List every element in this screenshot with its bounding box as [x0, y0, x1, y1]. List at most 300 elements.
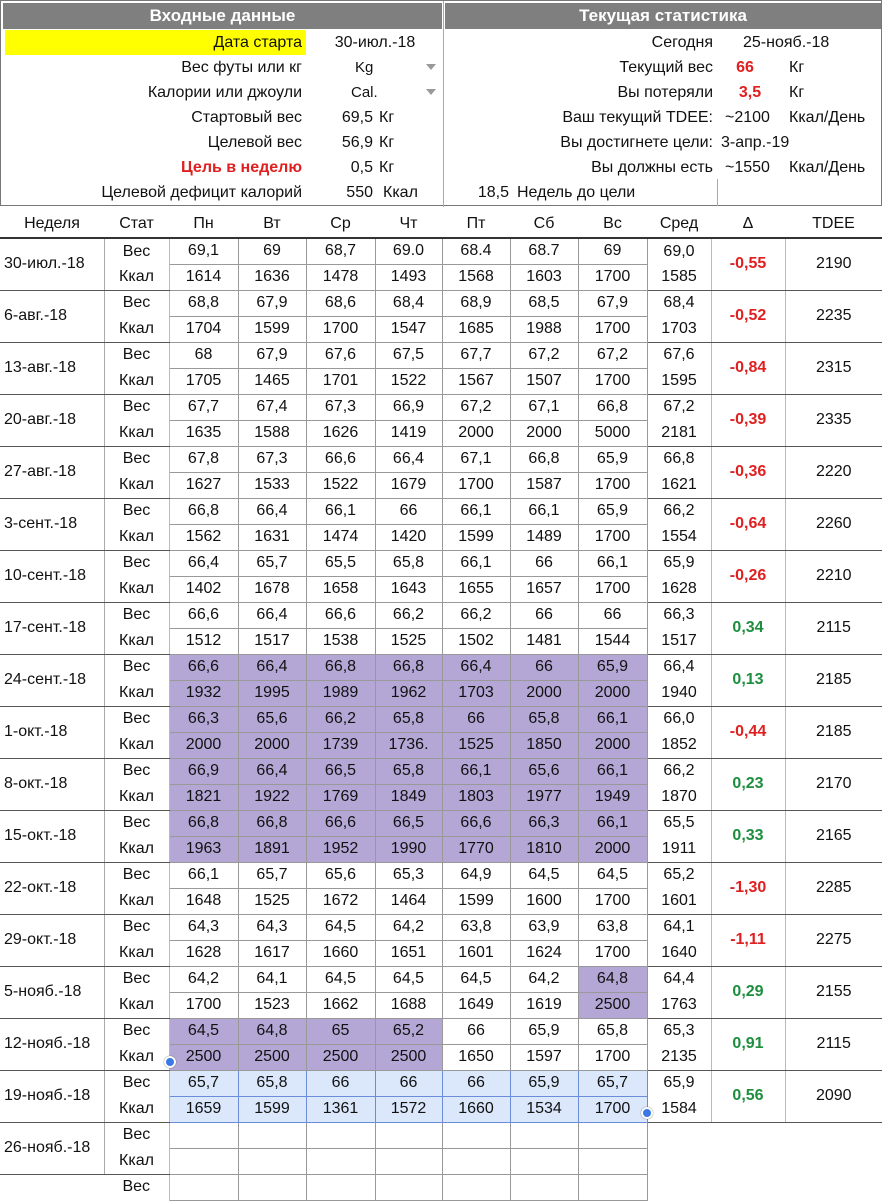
kcal-cell[interactable]: 1700: [578, 940, 647, 966]
weight-cell[interactable]: 68,6: [306, 290, 375, 316]
weight-cell[interactable]: 66,8: [306, 654, 375, 680]
kcal-cell[interactable]: 1599: [238, 316, 306, 342]
kcal-cell[interactable]: 1512: [169, 628, 238, 654]
weight-cell[interactable]: 67,1: [442, 446, 510, 472]
kcal-cell[interactable]: 1769: [306, 784, 375, 810]
kcal-cell[interactable]: 1626: [306, 420, 375, 446]
weight-cell[interactable]: 66: [510, 550, 578, 576]
weight-cell[interactable]: [238, 1174, 306, 1200]
weight-cell[interactable]: 66,9: [375, 394, 442, 420]
weight-cell[interactable]: 67,9: [238, 290, 306, 316]
weight-cell[interactable]: [375, 1174, 442, 1200]
kcal-cell[interactable]: 1678: [238, 576, 306, 602]
kcal-cell[interactable]: 2000: [578, 732, 647, 758]
kcal-cell[interactable]: 2500: [306, 1044, 375, 1070]
week-date-cell[interactable]: 24-сент.-18: [0, 654, 104, 706]
weight-cell[interactable]: 66,4: [238, 758, 306, 784]
kcal-cell[interactable]: 1601: [442, 940, 510, 966]
weight-cell[interactable]: 65,7: [238, 862, 306, 888]
kcal-cell[interactable]: 1660: [442, 1096, 510, 1122]
kcal-cell[interactable]: 1700: [578, 316, 647, 342]
weight-cell[interactable]: 66,1: [578, 550, 647, 576]
weight-cell[interactable]: [510, 1122, 578, 1148]
weight-cell[interactable]: 66,1: [578, 810, 647, 836]
kcal-cell[interactable]: 1949: [578, 784, 647, 810]
kcal-cell[interactable]: 1850: [510, 732, 578, 758]
kcal-cell[interactable]: 1952: [306, 836, 375, 862]
kcal-cell[interactable]: 1517: [238, 628, 306, 654]
kcal-cell[interactable]: 1502: [442, 628, 510, 654]
column-header[interactable]: TDEE: [785, 211, 882, 238]
kcal-cell[interactable]: 1619: [510, 992, 578, 1018]
selection-handle-top-left[interactable]: [164, 1056, 176, 1068]
kcal-cell[interactable]: 1402: [169, 576, 238, 602]
kcal-cell[interactable]: 1562: [169, 524, 238, 550]
weight-cell[interactable]: 69,1: [169, 238, 238, 264]
weight-cell[interactable]: [510, 1174, 578, 1200]
weight-cell[interactable]: 66,4: [375, 446, 442, 472]
kcal-cell[interactable]: 1688: [375, 992, 442, 1018]
kcal-cell[interactable]: 1631: [238, 524, 306, 550]
weight-cell[interactable]: 67,3: [306, 394, 375, 420]
kcal-cell[interactable]: 1624: [510, 940, 578, 966]
kcal-cell[interactable]: 1474: [306, 524, 375, 550]
kcal-cell[interactable]: 2000: [578, 836, 647, 862]
weight-cell[interactable]: 64,8: [578, 966, 647, 992]
kcal-cell[interactable]: 1522: [306, 472, 375, 498]
kcal-cell[interactable]: 1701: [306, 368, 375, 394]
weight-cell[interactable]: [375, 1122, 442, 1148]
kcal-cell[interactable]: 1932: [169, 680, 238, 706]
kcal-cell[interactable]: 1651: [375, 940, 442, 966]
kcal-cell[interactable]: 1700: [578, 888, 647, 914]
column-header[interactable]: Вс: [578, 211, 647, 238]
kcal-cell[interactable]: [578, 1148, 647, 1174]
weight-cell[interactable]: 66,9: [169, 758, 238, 784]
weight-cell[interactable]: 65,8: [375, 706, 442, 732]
week-date-cell[interactable]: 3-сент.-18: [0, 498, 104, 550]
kcal-cell[interactable]: 1700: [578, 1044, 647, 1070]
kcal-cell[interactable]: 1995: [238, 680, 306, 706]
weight-cell[interactable]: 65,9: [510, 1018, 578, 1044]
column-header[interactable]: Вт: [238, 211, 306, 238]
weight-cell[interactable]: 65,8: [238, 1070, 306, 1096]
selection-handle-bottom-right[interactable]: [641, 1107, 653, 1119]
weight-cell[interactable]: 66,5: [375, 810, 442, 836]
kcal-cell[interactable]: 1599: [442, 888, 510, 914]
kcal-cell[interactable]: 1522: [375, 368, 442, 394]
chevron-down-icon[interactable]: [426, 64, 436, 70]
kcal-cell[interactable]: 1567: [442, 368, 510, 394]
weight-cell[interactable]: 67,8: [169, 446, 238, 472]
weight-cell[interactable]: 66,1: [510, 498, 578, 524]
kcal-cell[interactable]: 1989: [306, 680, 375, 706]
weight-cell[interactable]: 67,6: [306, 342, 375, 368]
kcal-cell[interactable]: 1533: [238, 472, 306, 498]
weight-cell[interactable]: 67,2: [442, 394, 510, 420]
weight-cell[interactable]: 64,2: [375, 914, 442, 940]
kcal-cell[interactable]: 1649: [442, 992, 510, 1018]
kcal-cell[interactable]: 2500: [578, 992, 647, 1018]
start-weight-value[interactable]: 69,5: [341, 109, 373, 126]
weight-cell[interactable]: 64,3: [169, 914, 238, 940]
kcal-cell[interactable]: 1810: [510, 836, 578, 862]
weight-cell[interactable]: 66,3: [510, 810, 578, 836]
week-date-cell[interactable]: 12-нояб.-18: [0, 1018, 104, 1070]
kcal-cell[interactable]: 1572: [375, 1096, 442, 1122]
weight-cell[interactable]: 68,7: [306, 238, 375, 264]
kcal-cell[interactable]: 1525: [442, 732, 510, 758]
column-header[interactable]: Пт: [442, 211, 510, 238]
weight-cell[interactable]: 66,3: [169, 706, 238, 732]
weight-cell[interactable]: 66,8: [375, 654, 442, 680]
weight-cell[interactable]: 67,2: [510, 342, 578, 368]
kcal-cell[interactable]: 1525: [238, 888, 306, 914]
kcal-cell[interactable]: 2000: [510, 680, 578, 706]
weight-cell[interactable]: 65,8: [375, 758, 442, 784]
weight-cell[interactable]: 68,5: [510, 290, 578, 316]
week-date-cell[interactable]: 22-окт.-18: [0, 862, 104, 914]
column-header[interactable]: Чт: [375, 211, 442, 238]
weight-cell[interactable]: 68: [169, 342, 238, 368]
kcal-cell[interactable]: 1547: [375, 316, 442, 342]
weight-cell[interactable]: 64,8: [238, 1018, 306, 1044]
kcal-cell[interactable]: 2000: [169, 732, 238, 758]
kcal-cell[interactable]: 1617: [238, 940, 306, 966]
kcal-cell[interactable]: 1770: [442, 836, 510, 862]
kcal-cell[interactable]: 1685: [442, 316, 510, 342]
kcal-cell[interactable]: [306, 1148, 375, 1174]
weight-cell[interactable]: 66: [306, 1070, 375, 1096]
kcal-cell[interactable]: 1821: [169, 784, 238, 810]
weight-cell[interactable]: 64,9: [442, 862, 510, 888]
weight-cell[interactable]: [306, 1122, 375, 1148]
column-header[interactable]: Сред: [647, 211, 711, 238]
weight-cell[interactable]: [578, 1122, 647, 1148]
weight-cell[interactable]: 65,7: [169, 1070, 238, 1096]
weight-cell[interactable]: 66: [442, 1018, 510, 1044]
weight-cell[interactable]: 66,6: [169, 602, 238, 628]
weight-cell[interactable]: 66,4: [238, 654, 306, 680]
week-date-cell[interactable]: 5-нояб.-18: [0, 966, 104, 1018]
column-header[interactable]: Ср: [306, 211, 375, 238]
kcal-cell[interactable]: [442, 1148, 510, 1174]
kcal-cell[interactable]: 1614: [169, 264, 238, 290]
kcal-cell[interactable]: 1703: [442, 680, 510, 706]
kcal-cell[interactable]: 1700: [442, 472, 510, 498]
weight-cell[interactable]: 67,7: [442, 342, 510, 368]
kcal-cell[interactable]: 1525: [375, 628, 442, 654]
week-date-cell[interactable]: 20-авг.-18: [0, 394, 104, 446]
kcal-cell[interactable]: 5000: [578, 420, 647, 446]
weight-cell[interactable]: 63,9: [510, 914, 578, 940]
weight-cell[interactable]: 67,4: [238, 394, 306, 420]
weight-cell[interactable]: [442, 1122, 510, 1148]
kcal-cell[interactable]: 1700: [578, 264, 647, 290]
kcal-cell[interactable]: 1597: [510, 1044, 578, 1070]
kcal-cell[interactable]: 1700: [306, 316, 375, 342]
weight-cell[interactable]: 68,9: [442, 290, 510, 316]
week-date-cell[interactable]: 6-авг.-18: [0, 290, 104, 342]
week-date-cell[interactable]: 8-окт.-18: [0, 758, 104, 810]
weight-cell[interactable]: [578, 1174, 647, 1200]
weekly-goal-value[interactable]: 0,5: [350, 159, 373, 176]
weight-unit-select[interactable]: Kg: [355, 59, 374, 76]
kcal-cell[interactable]: 1568: [442, 264, 510, 290]
weight-cell[interactable]: 65,7: [578, 1070, 647, 1096]
week-date-cell[interactable]: 30-июл.-18: [0, 238, 104, 290]
kcal-cell[interactable]: 1635: [169, 420, 238, 446]
weight-cell[interactable]: 66,4: [442, 654, 510, 680]
kcal-cell[interactable]: 2000: [442, 420, 510, 446]
weight-cell[interactable]: 65,2: [375, 1018, 442, 1044]
kcal-cell[interactable]: 1481: [510, 628, 578, 654]
column-header[interactable]: Сб: [510, 211, 578, 238]
weight-cell[interactable]: [169, 1122, 238, 1148]
kcal-cell[interactable]: 1419: [375, 420, 442, 446]
column-header[interactable]: Неделя: [0, 211, 104, 238]
weight-cell[interactable]: 66,6: [306, 810, 375, 836]
column-header[interactable]: Стат: [104, 211, 169, 238]
kcal-cell[interactable]: 1599: [238, 1096, 306, 1122]
kcal-cell[interactable]: 1588: [238, 420, 306, 446]
kcal-cell[interactable]: 1990: [375, 836, 442, 862]
kcal-cell[interactable]: 1544: [578, 628, 647, 654]
kcal-cell[interactable]: 1599: [442, 524, 510, 550]
weight-cell[interactable]: 63,8: [578, 914, 647, 940]
kcal-cell[interactable]: 1643: [375, 576, 442, 602]
weight-cell[interactable]: 66,2: [442, 602, 510, 628]
kcal-cell[interactable]: 1507: [510, 368, 578, 394]
weight-cell[interactable]: [442, 1174, 510, 1200]
kcal-cell[interactable]: 1705: [169, 368, 238, 394]
kcal-cell[interactable]: 1523: [238, 992, 306, 1018]
kcal-cell[interactable]: 1736.: [375, 732, 442, 758]
kcal-cell[interactable]: 1700: [578, 472, 647, 498]
weight-cell[interactable]: 66,2: [306, 706, 375, 732]
weight-cell[interactable]: 66,4: [238, 498, 306, 524]
weight-cell[interactable]: 69: [238, 238, 306, 264]
kcal-cell[interactable]: 1534: [510, 1096, 578, 1122]
weight-cell[interactable]: 67,9: [578, 290, 647, 316]
kcal-cell[interactable]: 2500: [169, 1044, 238, 1070]
weight-cell[interactable]: 69.0: [375, 238, 442, 264]
kcal-cell[interactable]: [510, 1148, 578, 1174]
weight-cell[interactable]: 66,1: [442, 498, 510, 524]
kcal-cell[interactable]: 1493: [375, 264, 442, 290]
kcal-cell[interactable]: 1587: [510, 472, 578, 498]
weight-cell[interactable]: 65,6: [510, 758, 578, 784]
weight-cell[interactable]: 66: [375, 498, 442, 524]
weight-cell[interactable]: 64,5: [306, 914, 375, 940]
column-header[interactable]: Δ: [711, 211, 785, 238]
weight-cell[interactable]: 65,8: [375, 550, 442, 576]
weight-cell[interactable]: 67,3: [238, 446, 306, 472]
weight-cell[interactable]: 65,8: [578, 1018, 647, 1044]
kcal-cell[interactable]: 1849: [375, 784, 442, 810]
kcal-cell[interactable]: 1700: [578, 368, 647, 394]
week-date-cell[interactable]: 17-сент.-18: [0, 602, 104, 654]
kcal-cell[interactable]: 1659: [169, 1096, 238, 1122]
weight-cell[interactable]: 66: [375, 1070, 442, 1096]
weight-cell[interactable]: 65,5: [306, 550, 375, 576]
weight-cell[interactable]: 67,2: [578, 342, 647, 368]
weight-cell[interactable]: 66: [578, 602, 647, 628]
weight-cell[interactable]: [306, 1174, 375, 1200]
kcal-cell[interactable]: 2000: [510, 420, 578, 446]
weight-cell[interactable]: 68.7: [510, 238, 578, 264]
kcal-cell[interactable]: 1977: [510, 784, 578, 810]
kcal-cell[interactable]: 2500: [375, 1044, 442, 1070]
kcal-cell[interactable]: 1489: [510, 524, 578, 550]
weight-cell[interactable]: 64,5: [510, 862, 578, 888]
target-weight-value[interactable]: 56,9: [341, 134, 373, 151]
weight-cell[interactable]: 64,5: [375, 966, 442, 992]
weight-cell[interactable]: 66: [442, 1070, 510, 1096]
kcal-cell[interactable]: 1650: [442, 1044, 510, 1070]
week-date-cell[interactable]: 29-окт.-18: [0, 914, 104, 966]
weight-cell[interactable]: 67,7: [169, 394, 238, 420]
kcal-cell[interactable]: 1600: [510, 888, 578, 914]
kcal-cell[interactable]: 1538: [306, 628, 375, 654]
weight-cell[interactable]: 66,1: [442, 550, 510, 576]
weight-cell[interactable]: 66,8: [238, 810, 306, 836]
weight-cell[interactable]: 67,1: [510, 394, 578, 420]
kcal-cell[interactable]: 2000: [578, 680, 647, 706]
kcal-cell[interactable]: 1660: [306, 940, 375, 966]
kcal-cell[interactable]: 1700: [169, 992, 238, 1018]
kcal-cell[interactable]: [169, 1148, 238, 1174]
kcal-cell[interactable]: 1478: [306, 264, 375, 290]
kcal-cell[interactable]: 1739: [306, 732, 375, 758]
energy-unit-select[interactable]: Cal.: [351, 84, 378, 101]
weight-cell[interactable]: 66,1: [169, 862, 238, 888]
weight-cell[interactable]: 66,5: [306, 758, 375, 784]
kcal-cell[interactable]: 1657: [510, 576, 578, 602]
kcal-cell[interactable]: [238, 1148, 306, 1174]
kcal-cell[interactable]: 1628: [169, 940, 238, 966]
weight-cell[interactable]: 63,8: [442, 914, 510, 940]
weight-cell[interactable]: 66,1: [578, 706, 647, 732]
weight-cell[interactable]: 65,8: [510, 706, 578, 732]
weight-cell[interactable]: 65,9: [578, 498, 647, 524]
kcal-cell[interactable]: 1679: [375, 472, 442, 498]
kcal-cell[interactable]: 1361: [306, 1096, 375, 1122]
weight-cell[interactable]: 66,8: [169, 810, 238, 836]
weight-cell[interactable]: 66,2: [375, 602, 442, 628]
week-date-cell[interactable]: 10-сент.-18: [0, 550, 104, 602]
week-date-cell[interactable]: 15-окт.-18: [0, 810, 104, 862]
kcal-cell[interactable]: 1627: [169, 472, 238, 498]
weight-cell[interactable]: 65,6: [306, 862, 375, 888]
weight-cell[interactable]: 64,5: [169, 1018, 238, 1044]
weight-cell[interactable]: 64,5: [578, 862, 647, 888]
weight-cell[interactable]: 66,1: [306, 498, 375, 524]
kcal-cell[interactable]: 1700: [578, 524, 647, 550]
weight-cell[interactable]: 64,2: [510, 966, 578, 992]
kcal-cell[interactable]: 1465: [238, 368, 306, 394]
kcal-cell[interactable]: 2500: [238, 1044, 306, 1070]
weight-cell[interactable]: 66: [442, 706, 510, 732]
week-date-cell[interactable]: 27-авг.-18: [0, 446, 104, 498]
weight-cell[interactable]: 68,8: [169, 290, 238, 316]
weight-cell[interactable]: 64,2: [169, 966, 238, 992]
weight-cell[interactable]: 66,6: [442, 810, 510, 836]
weight-cell[interactable]: 66,4: [238, 602, 306, 628]
weight-cell[interactable]: 67,9: [238, 342, 306, 368]
kcal-cell[interactable]: 1420: [375, 524, 442, 550]
weight-cell[interactable]: 66,6: [169, 654, 238, 680]
weight-cell[interactable]: [238, 1122, 306, 1148]
weight-cell[interactable]: 64,5: [442, 966, 510, 992]
weight-cell[interactable]: 65,9: [510, 1070, 578, 1096]
weight-cell[interactable]: 65: [306, 1018, 375, 1044]
kcal-cell[interactable]: 1658: [306, 576, 375, 602]
kcal-cell[interactable]: 1700: [578, 1096, 647, 1122]
weight-cell[interactable]: 66,8: [510, 446, 578, 472]
weight-cell[interactable]: 68,4: [375, 290, 442, 316]
kcal-cell[interactable]: 1672: [306, 888, 375, 914]
weight-cell[interactable]: 66,8: [169, 498, 238, 524]
kcal-cell[interactable]: 1636: [238, 264, 306, 290]
weight-cell[interactable]: 65,7: [238, 550, 306, 576]
week-date-cell[interactable]: 1-окт.-18: [0, 706, 104, 758]
kcal-cell[interactable]: 1700: [578, 576, 647, 602]
weight-cell[interactable]: 66,8: [578, 394, 647, 420]
kcal-cell[interactable]: 1963: [169, 836, 238, 862]
weight-cell[interactable]: 67,5: [375, 342, 442, 368]
column-header[interactable]: Пн: [169, 211, 238, 238]
kcal-cell[interactable]: 1655: [442, 576, 510, 602]
weight-cell[interactable]: 66,4: [169, 550, 238, 576]
weight-cell[interactable]: 65,3: [375, 862, 442, 888]
kcal-cell[interactable]: 2000: [238, 732, 306, 758]
kcal-cell[interactable]: [375, 1148, 442, 1174]
kcal-cell[interactable]: 1704: [169, 316, 238, 342]
weight-cell[interactable]: 65,9: [578, 654, 647, 680]
weight-cell[interactable]: 68.4: [442, 238, 510, 264]
weight-cell[interactable]: 66,1: [578, 758, 647, 784]
kcal-cell[interactable]: 1891: [238, 836, 306, 862]
weight-cell[interactable]: 66,6: [306, 446, 375, 472]
start-date-value[interactable]: 30-июл.-18: [334, 34, 416, 51]
weight-cell[interactable]: 64,5: [306, 966, 375, 992]
weight-cell[interactable]: 65,9: [578, 446, 647, 472]
kcal-cell[interactable]: 1464: [375, 888, 442, 914]
kcal-cell[interactable]: 1662: [306, 992, 375, 1018]
weight-cell[interactable]: 66,6: [306, 602, 375, 628]
weight-cell[interactable]: 66: [510, 602, 578, 628]
input-header: Входные данные: [3, 3, 442, 29]
kcal-cell[interactable]: 1648: [169, 888, 238, 914]
kcal-cell[interactable]: 1988: [510, 316, 578, 342]
kcal-cell[interactable]: 1922: [238, 784, 306, 810]
kcal-cell[interactable]: 1803: [442, 784, 510, 810]
weight-cell[interactable]: 66: [510, 654, 578, 680]
weight-cell[interactable]: 66,1: [442, 758, 510, 784]
chevron-down-icon[interactable]: [426, 89, 436, 95]
kcal-cell[interactable]: 1603: [510, 264, 578, 290]
kcal-cell[interactable]: 1962: [375, 680, 442, 706]
week-date-cell[interactable]: 19-нояб.-18: [0, 1070, 104, 1122]
weight-cell[interactable]: 69: [578, 238, 647, 264]
weight-cell[interactable]: 64,1: [238, 966, 306, 992]
week-date-cell[interactable]: 13-авг.-18: [0, 342, 104, 394]
weight-cell[interactable]: [169, 1174, 238, 1200]
weight-cell[interactable]: 65,6: [238, 706, 306, 732]
weight-cell[interactable]: 64,3: [238, 914, 306, 940]
week-date-cell[interactable]: 26-нояб.-18: [0, 1122, 104, 1174]
